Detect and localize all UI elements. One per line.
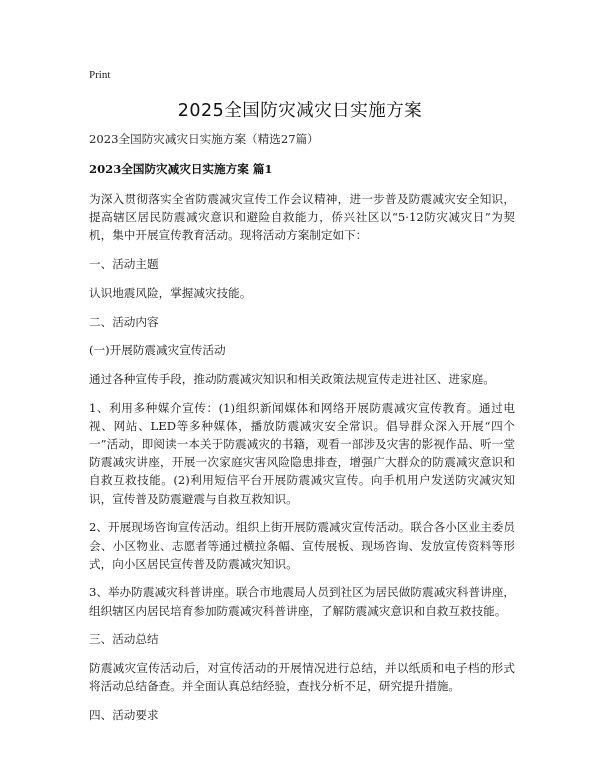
heading-activity-content: 二、活动内容 [89, 314, 159, 329]
document-subtitle: 2023全国防灾减灾日实施方案（精选27篇） [89, 132, 319, 146]
heading-activity-requirements: 四、活动要求 [89, 707, 159, 722]
paragraph-lectures: 3、举办防震减灾科普讲座。联合市地震局人员到社区为居民做防震减灾科普讲座，组织辖区内居民培育参加防震减灾科普讲座，了解防震减灾意识和自救互救技能。 [89, 585, 515, 618]
document-body [89, 130, 515, 735]
subheading-publicity: (一)开展防震减灾宣传活动 [89, 343, 226, 358]
paragraph-summary: 防震减灾宣传活动后，对宣传活动的开展情况进行总结，并以纸质和电子档的形式将活动总结备查。并全面认真总结经验，查找分析不足，研究提升措施。 [89, 661, 515, 694]
heading-activity-theme: 一、活动主题 [89, 257, 159, 272]
print-link[interactable]: Print [89, 69, 111, 81]
paragraph-theme: 认识地震风险，掌握减灾技能。 [89, 285, 252, 300]
paragraph-onsite-consulting: 2、开展现场咨询宣传活动。组织上街开展防震减灾宣传活动。联合各小区业主委员会、小区物业、志愿者等通过横拉条幅、宣传展板、现场咨询、发放宣传资料等形式，向小区居民宣传普及防震减灾知识。 [89, 520, 515, 571]
document-title: 2025全国防灾减灾日实施方案 [177, 101, 423, 121]
section-heading: 2023全国防灾减灾日实施方案 篇1 [89, 162, 273, 176]
paragraph-media-publicity: 1、利用多种媒介宣传：(1)组织新闻媒体和网络开展防震减灾宣传教育。通过电视、网站、LED等多种媒体，播放防震减灾安全常识。倡导群众深入开展“四个一”活动，即阅读一本关于防震减灾的书籍，观看一部涉及灾害的影视作品、听一堂防震减灾讲座，开展一次家庭灾害风险隐患排查，增强广大群众的防震减灾意识和自救互救技能。(2)利用短信平台开展防震减灾宣传。向手机用户发送防灾减灾知识，宣传普及防震避震与自救互救知识。 [89, 400, 515, 506]
heading-activity-summary: 三、活动总结 [89, 632, 159, 647]
paragraph-publicity-means: 通过各种宣传手段，推动防震减灾知识和相关政策法规宣传走进社区、进家庭。 [89, 371, 495, 386]
paragraph-intro: 为深入贯彻落实全省防震减灾宣传工作会议精神，进一步普及防震减灾安全知识，提高辖区居民防震减灾意识和避险自救能力，侨兴社区以“5·12防灾减灾日”为契机，集中开展宣传教育活动。现将活动方案制定如下： [89, 192, 515, 243]
